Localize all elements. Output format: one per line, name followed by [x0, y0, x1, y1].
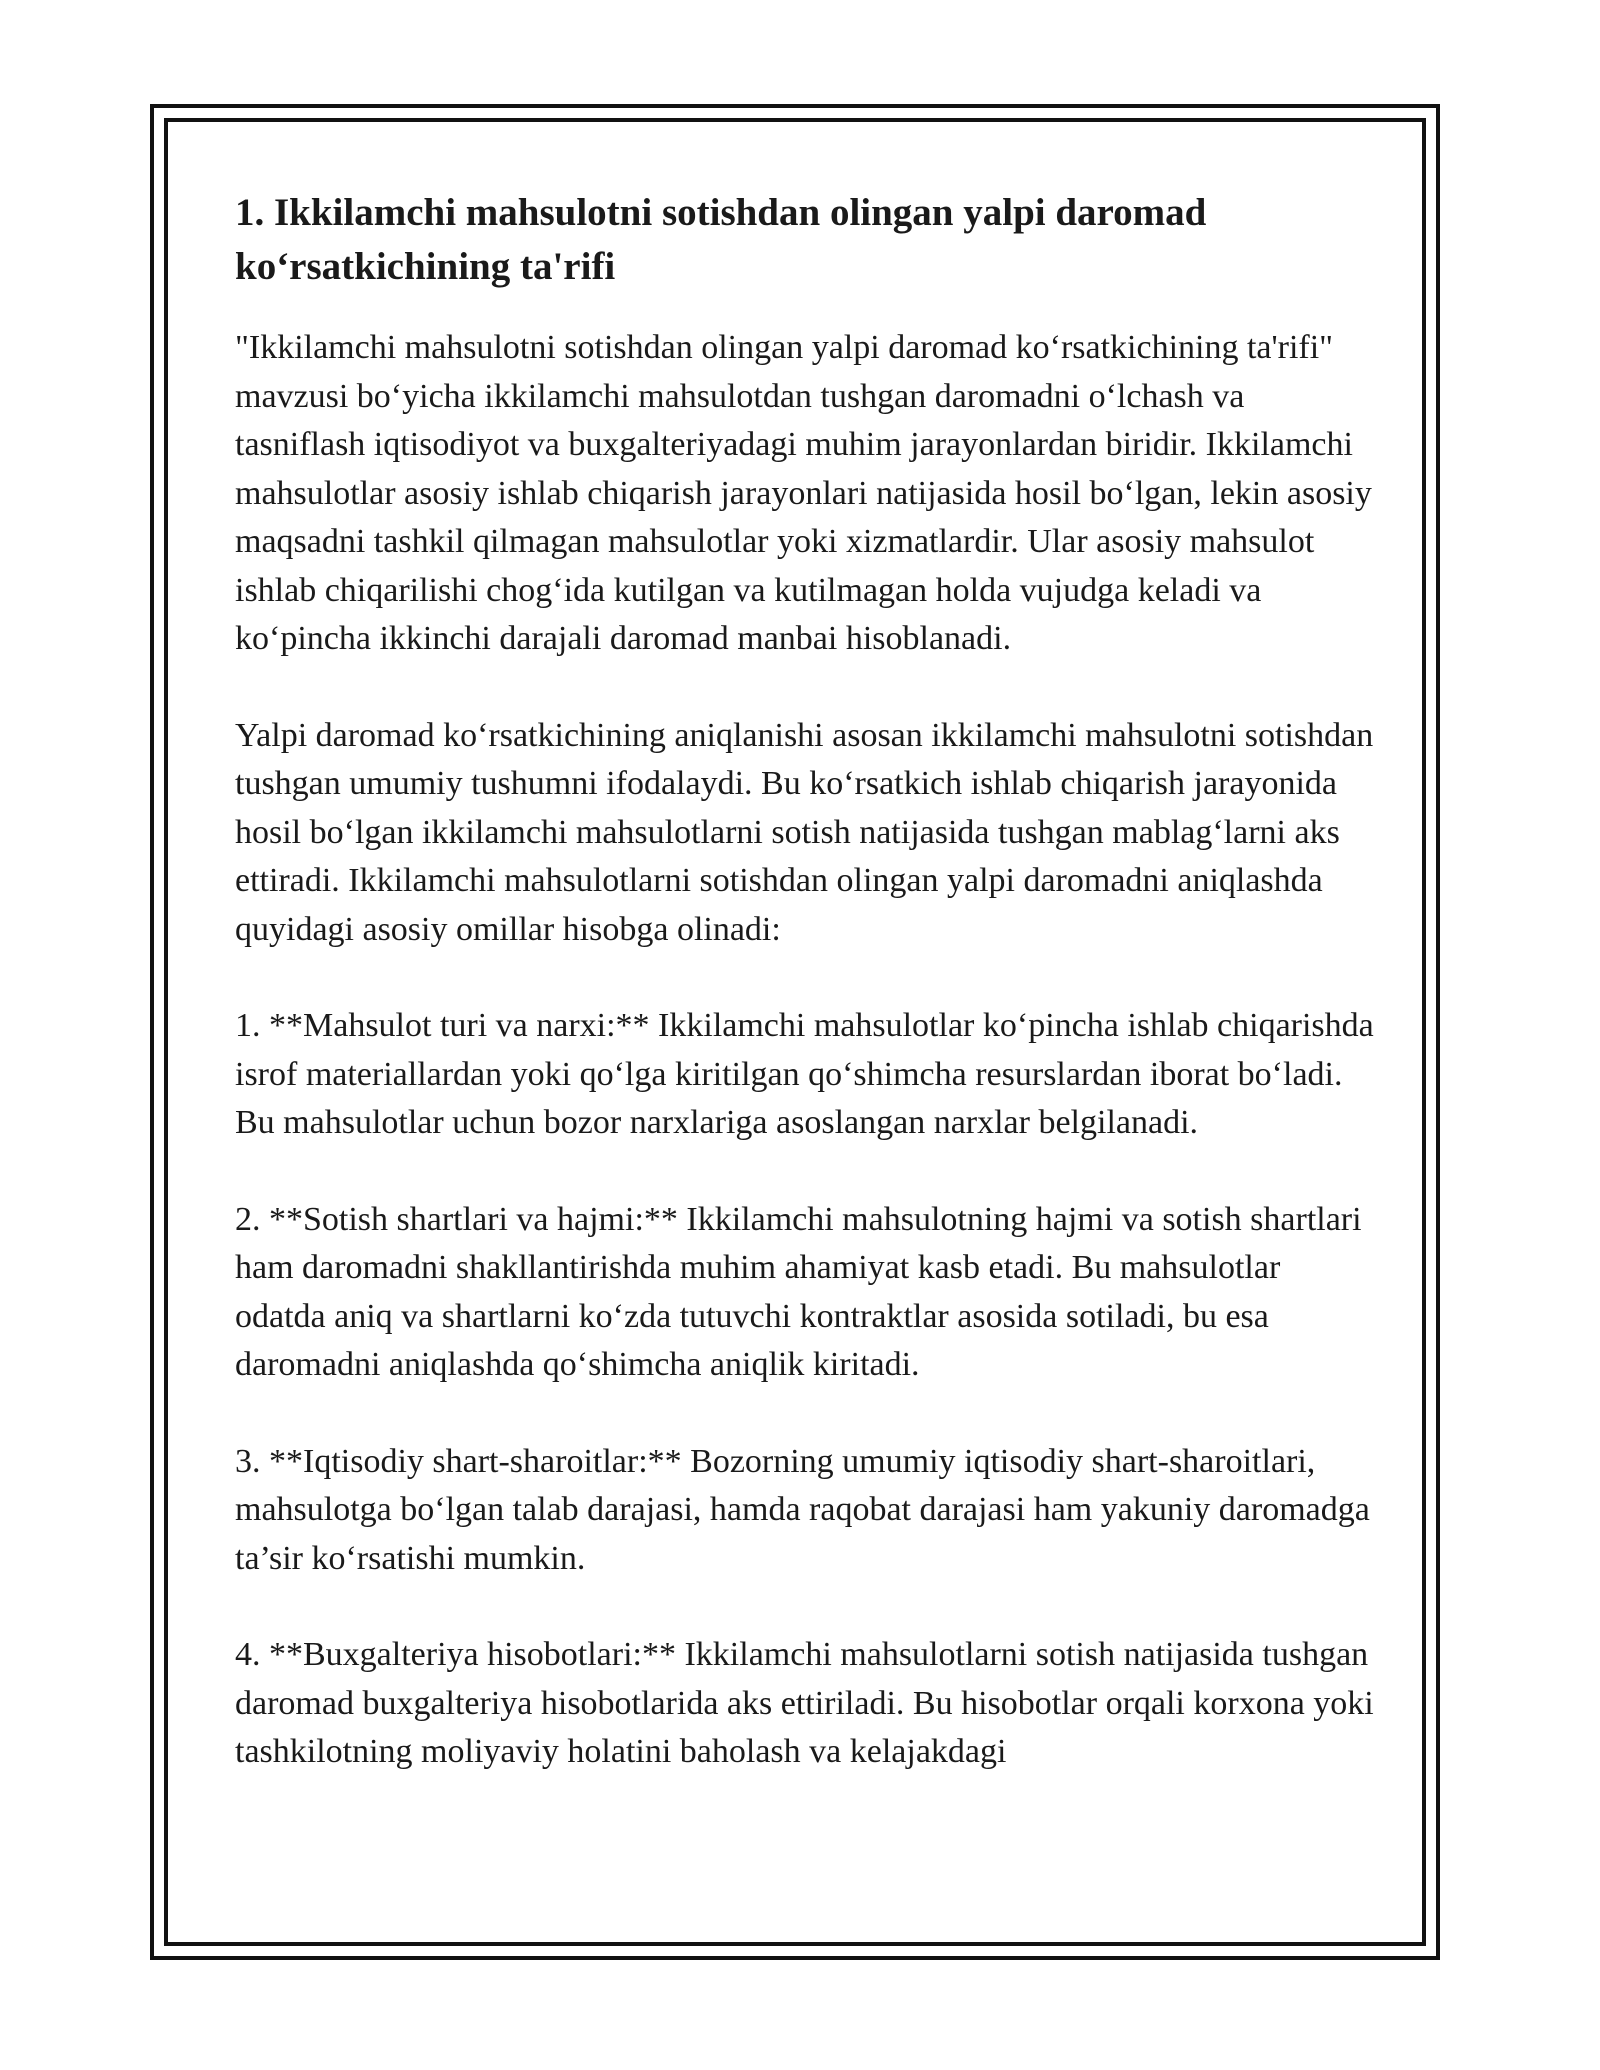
document-body	[235, 186, 1375, 1825]
list-item-product-type: 1. **Mahsulot turi va narxi:** Ikkilamchi mahsulotlar ko‘pincha ishlab chiqarishda isrof materiallardan yoki qo‘lga kiritilgan qo‘shimcha resurslardan iborat bo‘ladi. Bu mahsulotlar uchun bozor narxlariga asoslangan narxlar belgilanadi.	[235, 1007, 1374, 1141]
paragraph-definition: Yalpi daromad ko‘rsatkichining aniqlanishi asosan ikkilamchi mahsulotni sotishdan tushgan umumiy tushumni ifodalaydi. Bu ko‘rsatkich ishlab chiqarish jarayonida hosil bo‘lgan ikkilamchi mahsulotlarni sotish natijasida tushgan mablag‘larni aks ettiradi. Ikkilamchi mahsulotlarni sotishdan olingan yalpi daromadni aniqlashda quyidagi asosiy omillar hisobga olinadi:	[235, 716, 1374, 948]
list-item-economic-conditions: 3. **Iqtisodiy shart-sharoitlar:** Bozorning umumiy iqtisodiy shart-sharoitlari, mahsulotga bo‘lgan talab darajasi, hamda raqobat darajasi ham yakuniy daromadga ta’sir ko‘rsatishi mumkin.	[235, 1442, 1370, 1577]
paragraph-intro: "Ikkilamchi mahsulotni sotishdan olingan yalpi daromad ko‘rsatkichining ta'rifi" mavzusi bo‘yicha ikkilamchi mahsulotdan tushgan daromadni o‘lchash va tasniflash iqtisodiyot va buxgalteriyadagi muhim jarayonlardan biridir. Ikkilamchi mahsulotlar asosiy ishlab chiqarish jarayonlari natijasida hosil bo‘lgan, lekin asosiy maqsadni tashkil qilmagan mahsulotlar yoki xizmatlardir. Ular asosiy mahsulot ishlab chiqarilishi chog‘ida kutilgan va kutilmagan holda vujudga keladi va ko‘pincha ikkinchi darajali daromad manbai hisoblanadi.	[235, 329, 1372, 657]
section-heading: 1. Ikkilamchi mahsulotni sotishdan olingan yalpi daromad ko‘rsatkichining ta'rifi	[235, 191, 1207, 288]
list-item-accounting-reports: 4. **Buxgalteriya hisobotlari:** Ikkilamchi mahsulotlarni sotish natijasida tushgan daromad buxgalteriya hisobotlarida aks ettiriladi. Bu hisobotlar orqali korxona yoki tashkilotning moliyaviy holatini baholash va kelajakdagi	[235, 1636, 1374, 1770]
list-item-sales-terms: 2. **Sotish shartlari va hajmi:** Ikkilamchi mahsulotning hajmi va sotish shartlari ham daromadni shakllantirishda muhim ahamiyat kasb etadi. Bu mahsulotlar odatda aniq va shartlarni ko‘zda tutuvchi kontraktlar asosida sotiladi, bu esa daromadni aniqlashda qo‘shimcha aniqlik kiritadi.	[235, 1200, 1362, 1383]
